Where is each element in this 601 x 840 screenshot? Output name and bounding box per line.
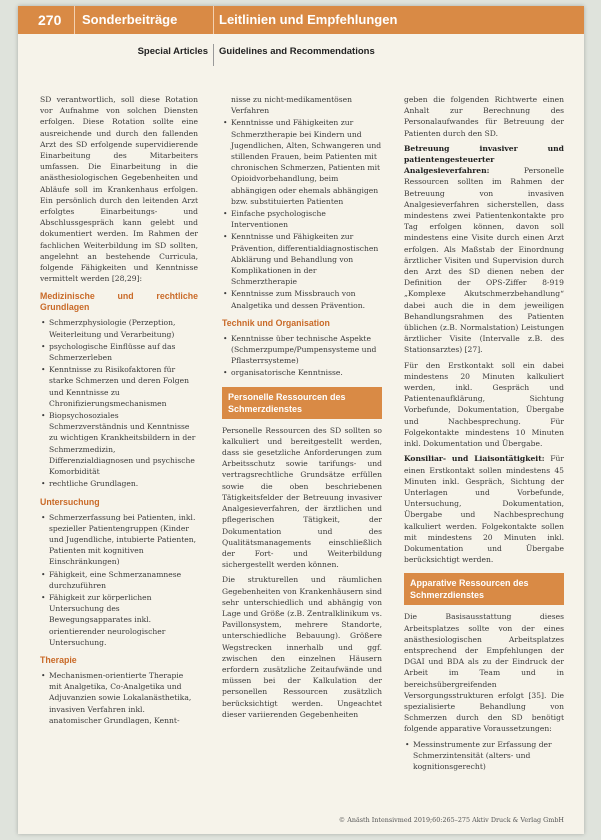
list-item: • Kenntnisse über technische Aspekte (Schmerzpumpe/Pumpensysteme und Pflasterrsysteme): [231, 333, 382, 367]
list-item: • psychologische Einflüsse auf das Schmerzerleben: [49, 341, 198, 363]
list-item-continued: nisse zu nicht-medikamentösen Verfahren: [231, 95, 353, 116]
header-divider: [74, 6, 75, 34]
personnel-paragraph-1: Personelle Ressourcen des SD sollten so kalkuliert und bereitgestellt werden, dass sie gesetzliche Anforderungen zum Arbeitsschutz sowie tarifungs- und vertragsrechtliche Grundsätze erfüllen sowie die oben beschriebenen Tätigkeitsfelder der Betreuung invasiver Analgesieverfahren, der ärztlichen und pflegerischen Tätigkeit, der Dokumentation und des Qualitätsmanagements einschließlich der Fort- und Weiterbildung sichergestellt werden können.: [222, 425, 382, 570]
page-number: 270: [38, 12, 62, 28]
examination-list: [40, 512, 198, 648]
subheader-divider: [213, 44, 214, 66]
consultation-text: Für einen Erstkontakt sollen mindestens 45 Minuten inkl. Gespräch, Sichtung der Unterlagen und Vorbefunde, Untersuchung, Dokumentation, Übergabe und Nachbesprechung kalkuliert werden. Folgekontakte sollen mit mindestens 20 Minuten inkl. Dokumentation und Übergabe berücksichtigt werden.: [404, 454, 564, 565]
list-item: • Kenntnisse und Fähigkeiten zur Schmerztherapie bei Kindern und Jugendlichen, Alten, Schwangeren und stillenden Frauen, beim Patienten mit chronischen Schmerzen, Patienten mit Opioidvorbehandlung, beim abhängigen oder ehemals abhängigen bzw. substituierten Patienten: [231, 117, 382, 207]
column-1: [40, 94, 198, 727]
intro-paragraph: SD verantwortlich, soll diese Rotation vor Aufnahme von solchen Diensten erfolgen. Diese Rotation sollte eine ausreichende und durch den fallenden Arzt des SD erfolgende supervidierende Einarbeitung des Mitarbeiters umfassen. Die Einarbeitung in die anästhesiologischen Gegebenheiten und Abläufe soll im Krankenhaus erfolgen. Ein persönlich durch den leitenden Arzt erfolgtes Einarbeitungs- und Abschlussgespräch kann gelebt und dokumentiert werden. Im Rahmen der fachlichen Weiterbildung im SD sollten, angelehnt an bestehende Curricula, folgende Fähigkeiten und Kenntnisse vermittelt werden [28,29]:: [40, 95, 198, 284]
therapy-list-continued: [222, 94, 382, 311]
list-item: • Mechanismen-orientierte Therapie mit Analgetika, Co-Analgetika und Adjuvanzien sowie Lokalanästhetika, invasiven Verfahren inkl. anatomischer Grundlagen, Kennt-: [49, 670, 198, 726]
list-item: • rechtliche Grundlagen.: [49, 478, 198, 489]
list-item: • Schmerzphysiologie (Perzeption, Weiterleitung und Verarbeitung): [49, 317, 198, 339]
section-heading-examination: Untersuchung: [40, 496, 100, 507]
consultation-paragraph: [404, 453, 564, 565]
list-item: • Biopsychosoziales Schmerzverständnis und Kenntnisse zu wichtigen Krankheitsbildern in der Schmerzmedizin, Differenzialdiagnosen und psychische Komorbidität: [49, 410, 198, 477]
page-footer: © Anästh Intensivmed 2019;60:265–275 Aktiv Druck & Verlag GmbH: [338, 816, 564, 824]
list-item: • Einfache psychologische Interventionen: [231, 208, 382, 230]
list-item: • Fähigkeit zur körperlichen Untersuchung des Bewegungsapparates inkl. orientierender neurologischer Untersuchung.: [49, 592, 198, 648]
invasive-analgesia-lead: Betreuung invasiver und patientengesteuerter Analgesieverfahren:: [404, 143, 564, 176]
list-item: • Schmerzerfassung bei Patienten, inkl. spezieller Patientengruppen (Kinder und Jugendliche, intubierte Patienten, Patienten mit kognitiven Einschränkungen): [49, 512, 198, 568]
section-heading-therapy: Therapie: [40, 654, 77, 665]
header-section-title: Sonderbeiträge: [82, 12, 178, 27]
page-subheader: [18, 44, 584, 60]
subheader-right: Guidelines and Recommendations: [219, 46, 375, 57]
therapy-list: [40, 670, 198, 726]
invasive-analgesia-text: Personelle Ressourcen sollten im Rahmen der Betreuung von invasiven Analgesieverfahren sicherstellen, dass mindestens zwei Patientenkontakte pro Tag erfolgen können, davon soll mindestens eine Visite durch einen Arzt erfolgen. Als Maßstab der Einordnung ärztlicher Visiten und Supervision durch den Arzt des SD dienen neben der Definition der OPS-Ziffer 8-919 „Komplexe Akutschmerzbehandlung“ dabei auch die in dem jeweiligen Behandlungsrahmen des Patienten üblichen (z.B. Normalstation) Leistungen ärztlicher Visite (Intervalle z.B. des Stationsarztes) [27].: [404, 166, 564, 355]
equipment-list: [404, 739, 564, 773]
medical-basics-list: [40, 317, 198, 489]
personnel-paragraph-2: Die strukturellen und räumlichen Gegebenheiten von Krankenhäusern sind sehr unterschiedlich und abhängig von Lage und Größe (z.B. Zentralklinikum vs. Pavillonsystem, mehrere Standorte, unterschiedliche Bebauung). Größere Wegstrecken innerhalb und ggf. zwischen den einzelnen Häusern erfordern zusätzliche Zeitaufwände und müssen bei der Kalkulation der personellen Ressourcen zusätzlich berücksichtigt werden. Ungeachtet dieser variierenden Gegebenheiten: [222, 575, 382, 719]
consultation-lead: Konsiliar- und Liaisontätigkeit:: [404, 454, 545, 464]
list-item: • Kenntnisse und Fähigkeiten zur Prävention, differentialdiagnostischen Abklärung und Behandlung von Komplikationen in der Schmerztherapie: [231, 231, 382, 287]
box-heading-equipment-resources: Apparative Ressourcen des Schmerzdienstes: [404, 573, 564, 605]
list-item: • Fähigkeit, eine Schmerzanamnese durchzuführen: [49, 569, 198, 591]
section-heading-medical-basics: Medizinische und rechtliche Grundlagen: [40, 291, 198, 313]
guidance-paragraph: geben die folgenden Richtwerte einen Anhalt zur Berechnung des Personalaufwandes für Betreuung der Patienten durch den SD.: [404, 95, 564, 138]
technology-list: [222, 333, 382, 379]
section-heading-technology: Technik und Organisation: [222, 317, 330, 328]
page-header: [18, 6, 584, 34]
list-item: • Messinstrumente zur Erfassung der Schmerzintensität (alters- und kognitionsgerecht): [413, 739, 564, 773]
column-2: [222, 94, 382, 724]
column-3: [404, 94, 564, 773]
first-contact-paragraph: Für den Erstkontakt soll ein dabei mindestens 20 Minuten kalkuliert werden, inkl. Gespräch und Patientenaufklärung, Sichtung Vorbefunde, Dokumentation, Übergabe und Nachbesprechung. Für Folgekontakte mindestens 10 Minuten inkl. Dokumentation und Übergabe.: [404, 360, 564, 449]
invasive-analgesia-paragraph: [404, 143, 564, 356]
box-heading-personnel-resources: Personelle Ressourcen des Schmerzdienstes: [222, 387, 382, 419]
header-divider-2: [213, 6, 214, 34]
list-item: • Kenntnisse zum Missbrauch von Analgetika und dessen Prävention.: [231, 288, 382, 310]
subheader-left: Special Articles: [137, 46, 208, 57]
list-item: • organisatorische Kenntnisse.: [231, 367, 382, 378]
document-page: [18, 6, 584, 834]
equipment-paragraph: Die Basisausstattung dieses Arbeitsplatzes sollte von der eines anästhesiologischen Arbeitsplatzes entsprechend der Empfehlungen der DGAI und BDA als zu der Eindruck der Arbeit im Team und in bereichsübergreifenden Versorgungsstrukturen erfolgt [35]. Die spezialisierte Behandlung von Schmerzen durch den SD benötigt folgende apparative Voraussetzungen:: [404, 612, 564, 734]
list-item: • Kenntnisse zu Risikofaktoren für starke Schmerzen und deren Folgen und Kenntnisse zu Chronifizierungsmechanismen: [49, 364, 198, 409]
header-category-title: Leitlinien und Empfehlungen: [219, 12, 398, 27]
